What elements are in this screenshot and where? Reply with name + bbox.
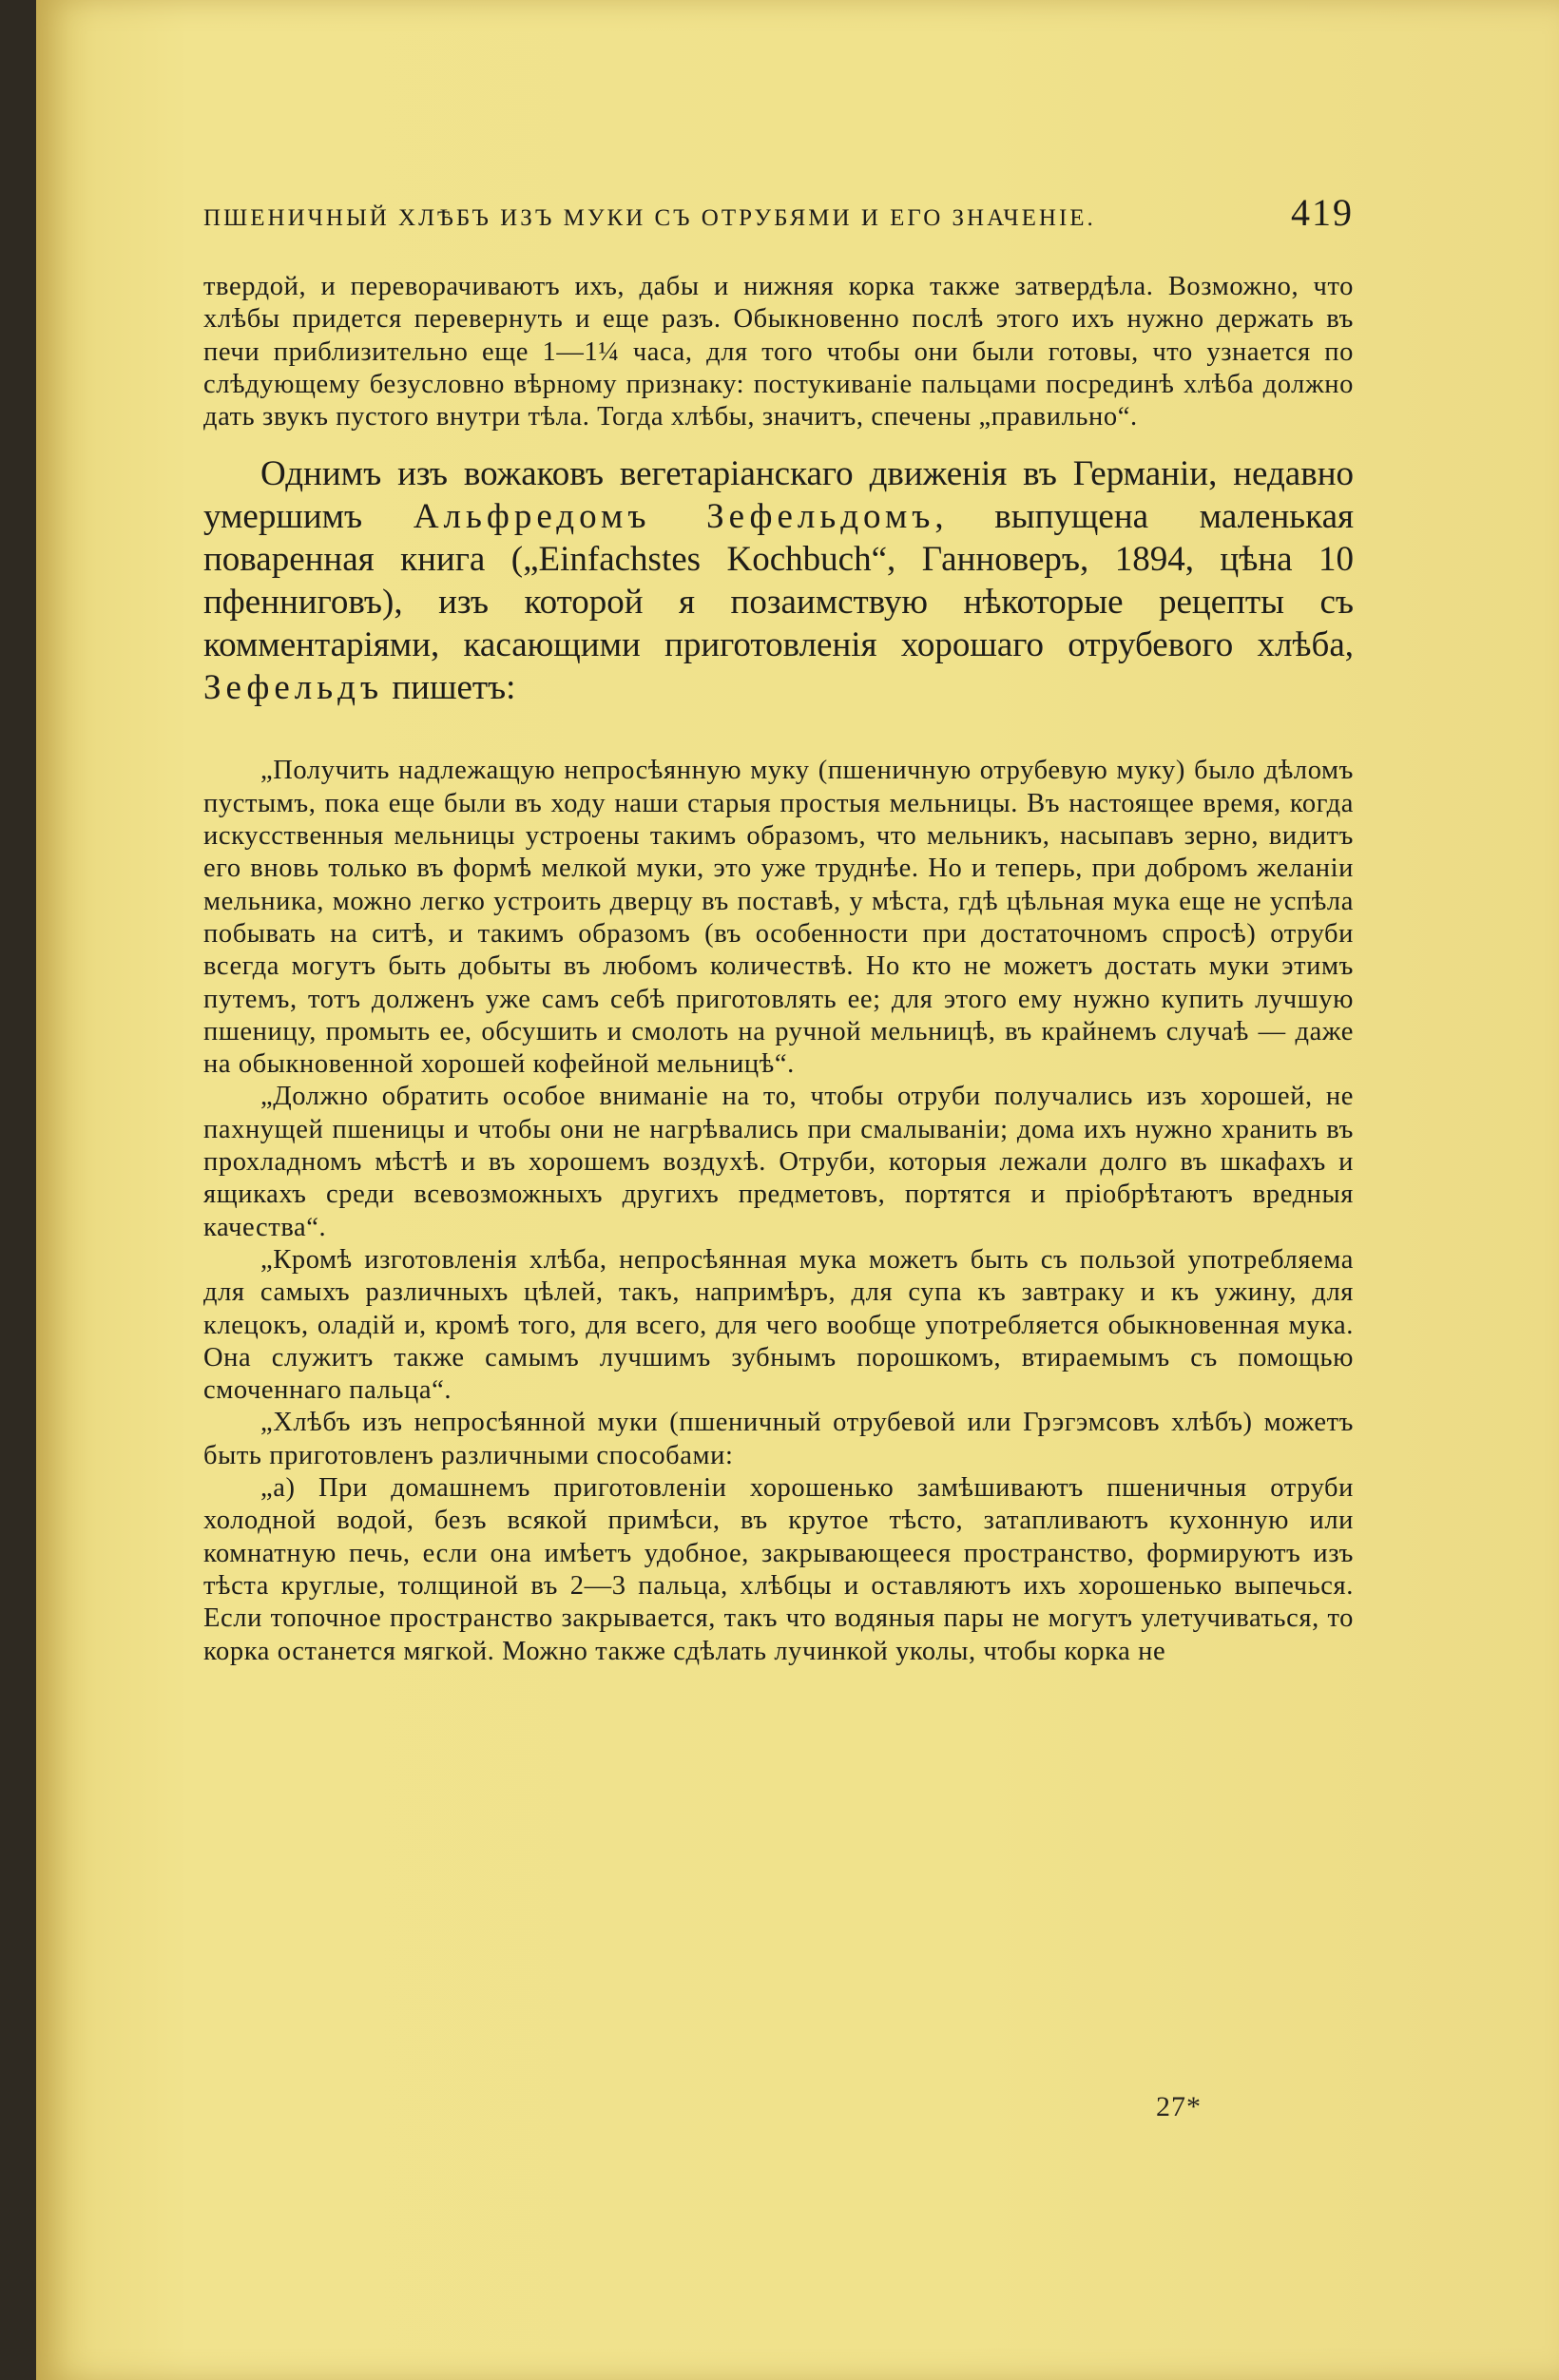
book-page bbox=[36, 0, 1559, 2380]
signature-mark: 27* bbox=[1156, 2091, 1202, 2122]
quote-paragraph-1: „Получить надлежащую непросѣянную муку (пшеничную отрубевую муку) было дѣломъ пустымъ, пока еще были въ ходу наши старыя простыя мельницы. Въ настоящее время, когда искусственныя мельницы устроены такимъ образомъ, что мельникъ, насыпавъ зерно, видитъ его вновь только въ формѣ мелкой муки, это уже труднѣе. Но и теперь, при добромъ желаніи мельника, можно легко устроить дверцу въ поставѣ, у мѣста, гдѣ цѣльная мука еще не успѣла побывать на ситѣ, и такимъ образомъ (въ особенности при достаточномъ спросѣ) отруби всегда могутъ быть добыты въ любомъ количествѣ. Но кто не можетъ достать муки этимъ путемъ, тотъ долженъ уже самъ себѣ приготовлять ее; для этого ему нужно купить лучшую пшеницу, промыть ее, обсушить и смолоть на ручной мельницѣ, въ крайнемъ случаѣ — даже на обыкновенной хорошей кофейной мельницѣ“. bbox=[203, 756, 1354, 1080]
main-paragraph bbox=[203, 452, 1354, 709]
running-header bbox=[203, 190, 1354, 235]
quote-paragraph-4: „Хлѣбъ изъ непросѣянной муки (пшеничный отрубевой или Грэгэмсовъ хлѣбъ) можетъ быть приготовленъ различными способами: bbox=[203, 1408, 1354, 1470]
running-title: ПШЕНИЧНЫЙ ХЛѢБЪ ИЗЪ МУКИ СЪ ОТРУБЯМИ И ЕГО ЗНАЧЕНІЕ. bbox=[203, 205, 1096, 231]
main-text-3: пишетъ: bbox=[383, 668, 516, 708]
author-name: Альфредомъ Зефельдомъ bbox=[413, 497, 935, 537]
main-text-1: Однимъ изъ вожаковъ вегетаріанскаго движенія въ Германіи, недавно умершимъ bbox=[203, 454, 1354, 537]
quote-paragraph-3: „Кромѣ изготовленія хлѣба, непросѣянная мука можетъ быть съ пользой употребляема для самыхъ различныхъ цѣлей, такъ, напримѣръ, для супа къ завтраку и къ ужину, для клецокъ, оладій и, кромѣ того, для всего, для чего вообще употребляется обыкновенная мука. Она служитъ также самымъ лучшимъ зубнымъ порошкомъ, втираемымъ съ помощью смоченнаго пальца“. bbox=[203, 1244, 1354, 1406]
page-number: 419 bbox=[1291, 191, 1354, 234]
page-content bbox=[203, 190, 1354, 1668]
main-text-2: , выпущена маленькая поваренная книга („Einfachstes Kochbuch“, Ганноверъ, 1894, цѣна 10 пфенниговъ), изъ которой я позаимствую нѣкоторые рецепты съ комментаріями, касающими приготовленія хорошаго отрубевого хлѣба, bbox=[203, 497, 1355, 665]
quote-paragraph-2: „Должно обратить особое вниманіе на то, чтобы отруби получались изъ хорошей, не пахнущей пшеницы и чтобы они не нагрѣвались при смалываніи; дома ихъ нужно хранить въ прохладномъ мѣстѣ и въ хорошемъ воздухѣ. Отруби, которыя лежали долго въ шкафахъ и ящикахъ среди всевозможныхъ другихъ предметовъ, портятся и пріобрѣтаютъ вредныя качества“. bbox=[203, 1082, 1354, 1242]
quote-paragraph-5: „а) При домашнемъ приготовленіи хорошенько замѣшиваютъ пшеничныя отруби холодной водой, безъ всякой примѣси, въ крутое тѣсто, затапливаютъ кухонную или комнатную печь, если она имѣетъ удобное, закрывающееся пространство, формируютъ изъ тѣста круглые, толщиной въ 2—3 пальца, хлѣбцы и оставляютъ ихъ хорошенько выпечься. Если топочное пространство закрывается, такъ что водяныя пары не могутъ улетучиваться, то корка останется мягкой. Можно также сдѣлать лучинкой уколы, чтобы корка не bbox=[203, 1473, 1354, 1666]
intro-paragraph: твердой, и переворачиваютъ ихъ, дабы и нижняя корка также затвердѣла. Возможно, что хлѣбы придется перевернуть и еще разъ. Обыкновенно послѣ этого ихъ нужно держать въ печи приблизительно еще 1—1¼ часа, для того чтобы они были готовы, что узнается по слѣдующему безусловно вѣрному признаку: постукиваніе пальцами посрединѣ хлѣба должно дать звукъ пустого внутри тѣла. Тогда хлѣбы, значитъ, спечены „правильно“. bbox=[203, 272, 1354, 432]
author-surname: Зефельдъ bbox=[203, 668, 384, 708]
